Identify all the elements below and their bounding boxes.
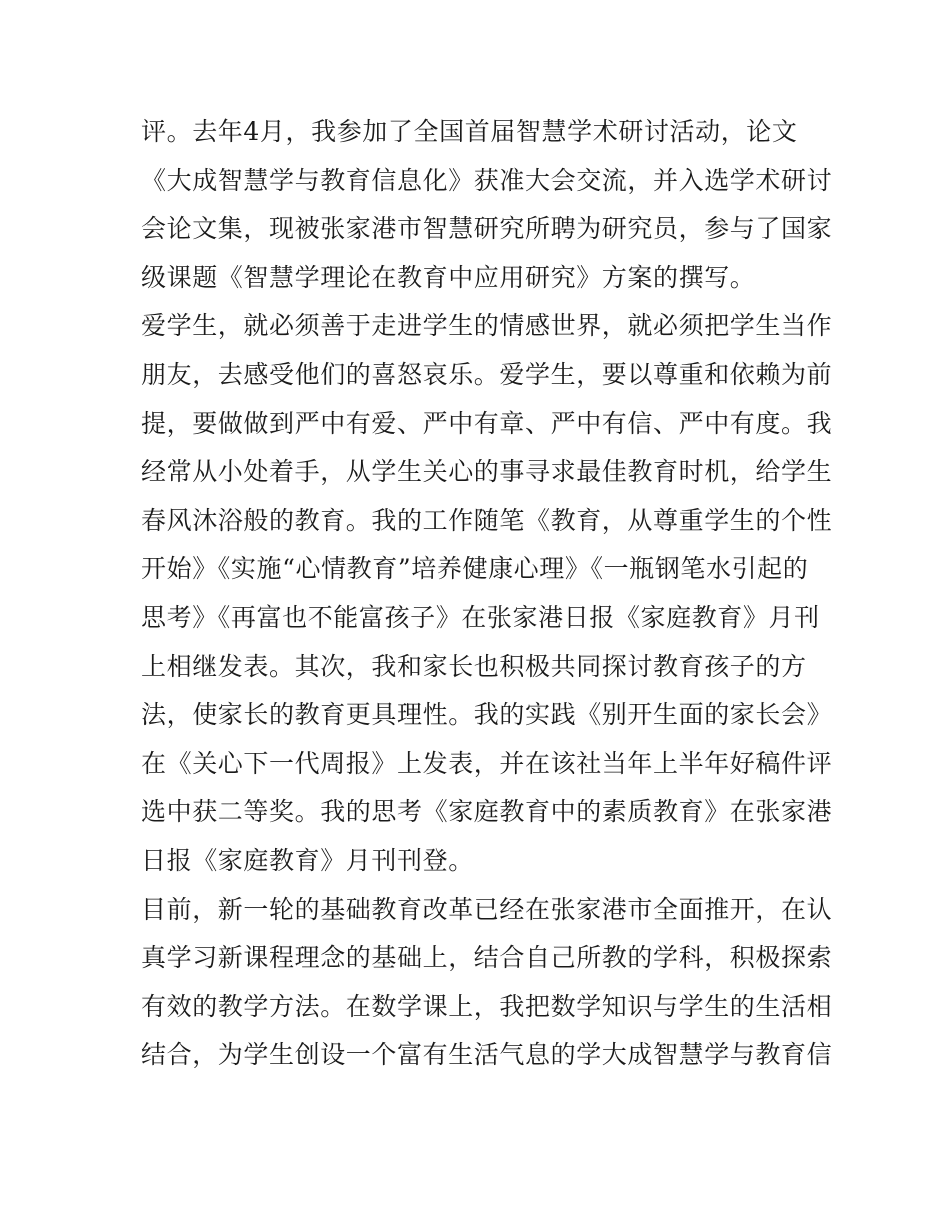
- text-line: 有效的教学方法。在数学课上，我把数学知识与学生的生活相: [141, 991, 833, 1021]
- text-line: 春风沐浴般的教育。我的工作随笔《教育，从尊重学生的个性: [141, 505, 833, 535]
- text-line: 提，要做做到严中有爱、严中有章、严中有信、严中有度。我: [141, 408, 833, 438]
- document-body: [141, 108, 833, 1080]
- text-line: 经常从小处着手，从学生关心的事寻求最佳教育时机，给学生: [141, 457, 833, 487]
- text-line: 结合，为学生创设一个富有生活气息的学大成智慧学与教育信: [141, 1040, 833, 1070]
- text-line: 上相继发表。其次，我和家长也积极共同探讨教育孩子的方: [141, 651, 807, 681]
- text-line: 在《关心下一代周报》上发表，并在该社当年上半年好稿件评: [141, 748, 833, 778]
- text-line: 思考》《再富也不能富孩子》在张家港日报《家庭教育》月刊: [141, 602, 820, 632]
- text-line: 日报《家庭教育》月刊刊登。: [141, 845, 474, 875]
- text-line: 开始》《实施“心情教育”培养健康心理》《一瓶钢笔水引起的: [141, 554, 809, 584]
- text-line: 目前，新一轮的基础教育改革已经在张家港市全面推开，在认: [141, 894, 833, 924]
- text-line: 评。去年4月，我参加了全国首届智慧学术研讨活动，论文: [141, 117, 798, 146]
- text-line: 级课题《智慧学理论在教育中应用研究》方案的撰写。: [141, 262, 756, 292]
- text-line: 《大成智慧学与教育信息化》获准大会交流，并入选学术研讨: [141, 165, 833, 195]
- text-line: 选中获二等奖。我的思考《家庭教育中的素质教育》在张家港: [141, 797, 833, 827]
- text-line: 法，使家长的教育更具理性。我的实践《别开生面的家长会》: [141, 700, 833, 730]
- text-line: 会论文集，现被张家港市智慧研究所聘为研究员，参与了国家: [141, 214, 833, 244]
- text-line: 朋友，去感受他们的喜怒哀乐。爱学生，要以尊重和依赖为前: [141, 359, 833, 389]
- text-line: 真学习新课程理念的基础上，结合自己所教的学科，积极探索: [141, 943, 833, 973]
- text-line: 爱学生，就必须善于走进学生的情感世界，就必须把学生当作: [141, 311, 833, 341]
